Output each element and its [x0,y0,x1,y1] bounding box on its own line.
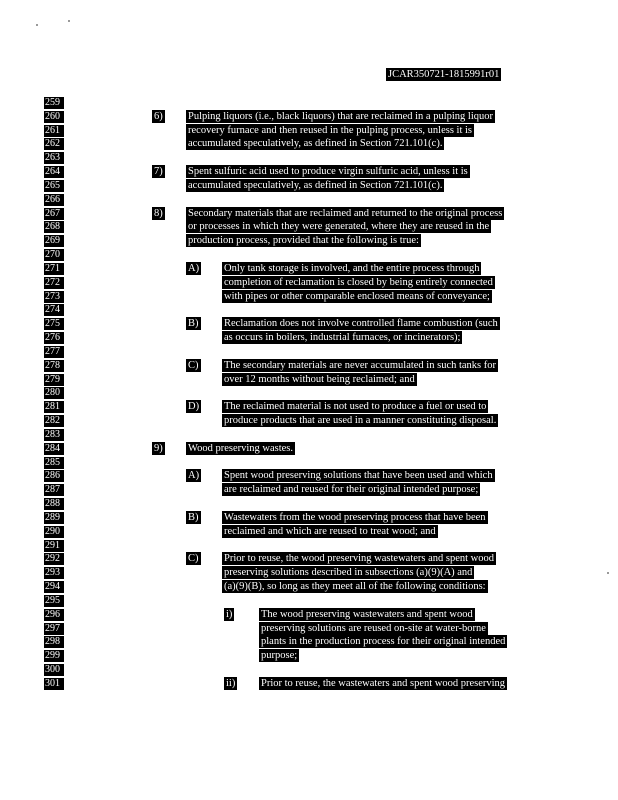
line-number: 260 [44,111,64,123]
line-number: 274 [44,304,64,316]
text-line: Prior to reuse, the wood preserving wastewaters and spent wood [224,553,495,565]
line-number: 262 [44,138,64,150]
line-number: 275 [44,318,64,330]
line-number: 261 [44,125,64,137]
line-number: 270 [44,249,64,261]
line-number: 282 [44,415,64,427]
line-number: 300 [44,664,64,676]
line-number: 295 [44,595,64,607]
line-number: 296 [44,609,64,621]
text-line: Secondary materials that are reclaimed and returned to the original process [188,207,503,219]
text-line: Wood preserving wastes. [188,442,294,454]
line-number: 265 [44,180,64,192]
text-line: preserving solutions described in subsections (a)(9)(A) and [224,567,473,579]
line-number: 297 [44,623,64,635]
line-number: 279 [44,374,64,386]
scan-speck [607,572,609,574]
line-number: 264 [44,166,64,178]
line-number: 278 [44,360,64,372]
line-number: 291 [44,540,64,552]
line-number: 298 [44,636,64,648]
line-number: 294 [44,581,64,593]
item-marker: D) [188,401,200,413]
text-line: Reclamation does not involve controlled flame combustion (such [224,318,498,330]
item-marker: ii) [226,677,236,689]
text-line: or processes in which they were generated, where they are reused in the [188,221,490,233]
text-line: The wood preserving wastewaters and spent wood [261,608,473,620]
line-number: 286 [44,470,64,482]
text-line: as occurs in boilers, industrial furnaces, or incinerators); [224,332,461,344]
text-line: Spent sulfuric acid used to produce virgin sulfuric acid, unless it is [188,166,468,178]
text-line: preserving solutions are reused on-site at water-borne [261,622,486,634]
text-line: purpose; [261,650,298,662]
text-line: The reclaimed material is not used to produce a fuel or used to [224,401,487,413]
line-number: 267 [44,208,64,220]
item-marker: A) [188,470,200,482]
text-line: accumulated speculatively, as defined in Section 721.101(c). [188,138,443,150]
text-line: Spent wood preserving solutions that have been used and which [224,470,493,482]
text-line: recovery furnace and then reused in the pulping process, unless it is [188,124,472,136]
text-line: accumulated speculatively, as defined in Section 721.101(c). [188,179,443,191]
text-line: with pipes or other comparable enclosed means of conveyance; [224,290,490,302]
line-number: 271 [44,263,64,275]
line-number: 277 [44,346,64,358]
text-line: produce products that are used in a manner constituting disposal. [224,415,497,427]
line-number: 285 [44,457,64,469]
line-number: 292 [44,553,64,565]
text-line: completion of reclamation is closed by being entirely connected [224,276,493,288]
line-number: 280 [44,387,64,399]
item-marker: C) [188,553,199,565]
line-number: 284 [44,443,64,455]
line-number: 293 [44,567,64,579]
document-id-header: JCAR350721-1815991r01 [388,69,500,80]
line-number: 299 [44,650,64,662]
text-line: plants in the production process for their original intended [261,636,506,648]
item-marker: B) [188,318,199,330]
line-number: 287 [44,484,64,496]
item-marker: 9) [154,442,163,454]
text-line: over 12 months without being reclaimed; and [224,373,415,385]
line-number: 272 [44,277,64,289]
item-marker: B) [188,511,199,523]
line-number: 268 [44,221,64,233]
line-number: 273 [44,291,64,303]
line-number: 276 [44,332,64,344]
item-marker: A) [188,262,200,274]
line-number: 281 [44,401,64,413]
text-line: are reclaimed and reused for their original intended purpose; [224,484,479,496]
line-number: 259 [44,97,64,109]
text-line: Prior to reuse, the wastewaters and spent wood preserving [261,677,506,689]
item-marker: 6) [154,110,163,122]
text-line: reclaimed and which are reused to treat wood; and [224,525,436,537]
line-number: 263 [44,152,64,164]
scan-speck [36,24,38,26]
item-marker: C) [188,359,199,371]
text-line: production process, provided that the following is true: [188,235,419,247]
line-number: 289 [44,512,64,524]
item-marker: 7) [154,166,163,178]
text-line: Wastewaters from the wood preserving process that have been [224,511,486,523]
text-line: The secondary materials are never accumulated in such tanks for [224,359,497,371]
line-number: 301 [44,678,64,690]
text-line: Only tank storage is involved, and the entire process through [224,262,480,274]
item-marker: 8) [154,207,163,219]
item-marker: i) [226,608,233,620]
scan-speck [68,20,70,22]
line-number: 283 [44,429,64,441]
line-number: 290 [44,526,64,538]
line-number: 266 [44,194,64,206]
line-number: 269 [44,235,64,247]
text-line: Pulping liquors (i.e., black liquors) that are reclaimed in a pulping liquor [188,110,494,122]
text-line: (a)(9)(B), so long as they meet all of the following conditions: [224,581,486,593]
line-number: 288 [44,498,64,510]
